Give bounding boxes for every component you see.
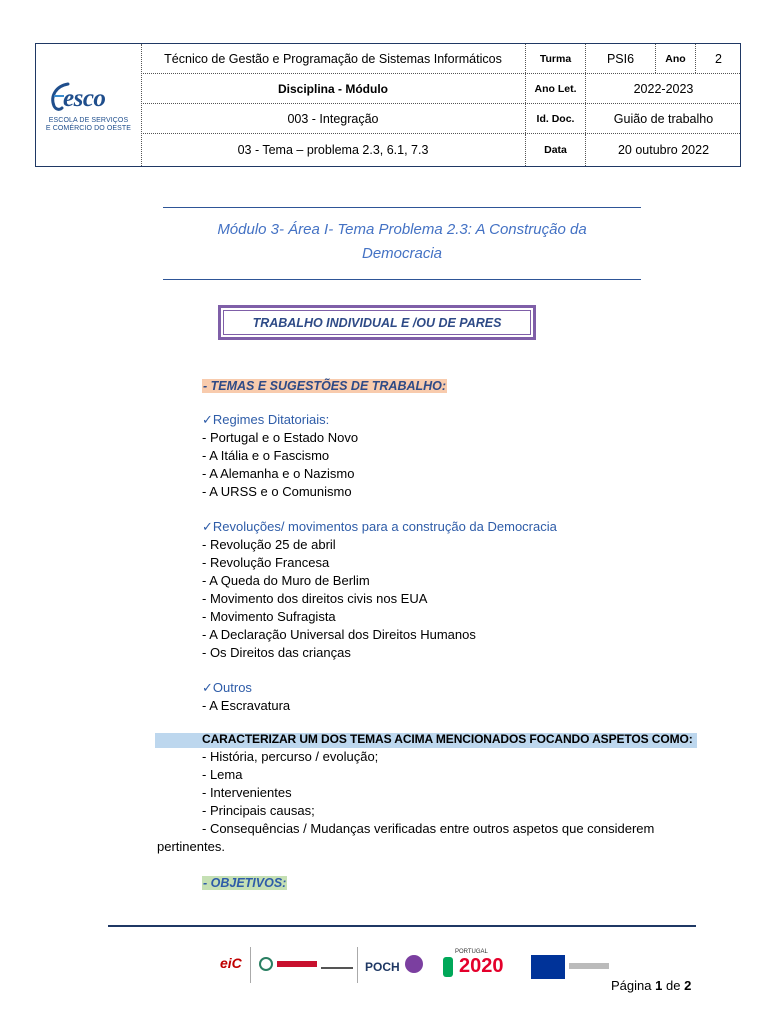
portugal-label: PORTUGAL <box>455 949 488 955</box>
list-item: - A Escravatura <box>202 698 291 713</box>
document-header-table <box>35 43 741 167</box>
anqep-logo <box>321 957 353 969</box>
title-top-rule <box>163 207 641 208</box>
poch-emblem-icon <box>405 955 423 973</box>
list-item: - Movimento dos direitos civis nos EUA <box>202 591 428 606</box>
id-doc-label: Id. Doc. <box>525 104 585 133</box>
work-mode-label: TRABALHO INDIVIDUAL E /OU DE PARES <box>223 310 531 335</box>
eu-flag-icon <box>531 955 565 979</box>
date-value: 20 outubro 2022 <box>585 134 741 166</box>
checkmark-icon: ✓ <box>202 519 213 534</box>
section-regimes <box>202 411 358 501</box>
turma-value: PSI6 <box>585 44 655 73</box>
list-item: - Consequências / Mudanças verificadas entre outros aspetos que considerem <box>202 821 655 836</box>
list-item: - Revolução Francesa <box>202 555 330 570</box>
republica-emblem-icon <box>259 957 273 971</box>
section-revolucoes <box>202 518 557 662</box>
list-item: - Intervenientes <box>202 785 292 800</box>
list-item: - Revolução 25 de abril <box>202 537 336 552</box>
characterize-heading: CARACTERIZAR UM DOS TEMAS ACIMA MENCIONADOS FOCANDO ASPETOS COMO: <box>202 732 693 746</box>
list-item: - A Alemanha e o Nazismo <box>202 466 355 481</box>
section-outros <box>202 679 290 715</box>
title-bottom-rule <box>163 279 641 280</box>
eu-fund-text-logo <box>569 963 609 969</box>
ano-label: Ano <box>655 44 695 73</box>
work-mode-box <box>218 305 536 340</box>
list-item: - Portugal e o Estado Novo <box>202 430 359 445</box>
themes-heading: - TEMAS E SUGESTÕES DE TRABALHO: <box>203 379 447 393</box>
checkmark-icon: ✓ <box>202 412 213 427</box>
list-item: - Movimento Sufragista <box>202 609 336 624</box>
logo-wordmark: esco <box>63 85 106 112</box>
id-doc-value: Guião de trabalho <box>585 104 741 133</box>
school-logo <box>36 44 142 166</box>
poch-logo: POCH <box>365 960 400 974</box>
eic-logo: eiC <box>220 955 242 971</box>
logo-subtitle: ESCOLA DE SERVIÇOS E COMÉRCIO DO OESTE <box>45 117 132 132</box>
characterize-list <box>202 748 654 838</box>
module-name: 003 - Integração <box>287 111 379 126</box>
footer-rule <box>108 925 696 927</box>
list-item: - Lema <box>202 767 243 782</box>
list-item: - A URSS e o Comunismo <box>202 484 352 499</box>
list-item-continuation: pertinentes. <box>157 839 225 854</box>
ano-letivo-value: 2022-2023 <box>585 74 741 103</box>
list-item: - A Queda do Muro de Berlim <box>202 573 370 588</box>
ano-value: 2 <box>695 44 741 73</box>
tema-text: 03 - Tema – problema 2.3, 6.1, 7.3 <box>237 143 429 157</box>
portugal2020-mark-icon <box>443 957 453 977</box>
ano-letivo-label: Ano Let. <box>525 74 585 103</box>
logo-divider <box>250 947 251 983</box>
course-name: Técnico de Gestão e Programação de Sistemas Informáticos <box>164 51 502 66</box>
republica-portuguesa-logo <box>277 961 317 967</box>
section-title: ✓Revoluções/ movimentos para a construção da Democracia <box>202 519 557 534</box>
checkmark-icon: ✓ <box>202 680 213 695</box>
list-item: - A Itália e o Fascismo <box>202 448 330 463</box>
list-item: - Principais causas; <box>202 803 315 818</box>
list-item: - Os Direitos das crianças <box>202 645 351 660</box>
list-item: - A Declaração Universal dos Direitos Humanos <box>202 627 476 642</box>
page-number: Página 1 de 2 <box>611 978 692 993</box>
objectives-heading: - OBJETIVOS: <box>203 876 287 890</box>
page-title: Módulo 3- Área I- Tema Problema 2.3: A Construção da Democracia <box>217 221 587 262</box>
discipline-label: Disciplina - Módulo <box>278 81 388 96</box>
turma-label: Turma <box>525 44 585 73</box>
section-title: ✓Regimes Ditatoriais: <box>202 412 330 427</box>
list-item: - História, percurso / evolução; <box>202 749 379 764</box>
portugal2020-logo: 2020 <box>459 955 504 977</box>
data-label: Data <box>525 134 585 166</box>
section-title: ✓Outros <box>202 680 252 695</box>
logo-divider <box>357 947 358 983</box>
